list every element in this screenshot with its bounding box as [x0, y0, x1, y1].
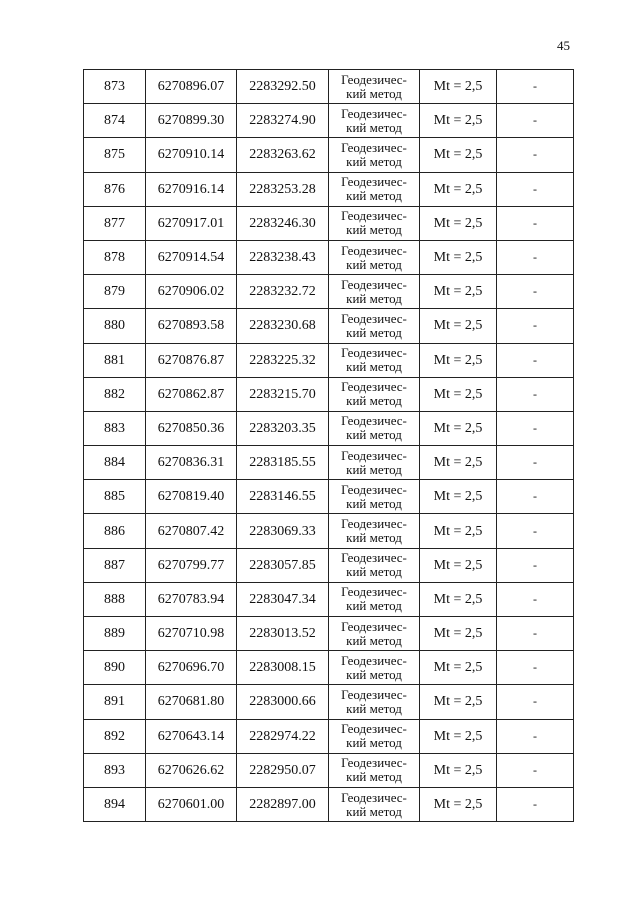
method-cell: [329, 138, 420, 172]
table-row: [84, 651, 574, 685]
method-line-2: кий метод: [346, 530, 402, 546]
point-number-cell: 890: [84, 651, 146, 685]
y-coordinate-cell: 2283215.70: [237, 377, 329, 411]
table-row: [84, 582, 574, 616]
table-row: [84, 70, 574, 104]
table-row: [84, 411, 574, 445]
extra-cell: -: [497, 275, 574, 309]
method-line-2: кий метод: [346, 222, 402, 238]
x-coordinate-cell: 6270807.42: [146, 514, 237, 548]
method-line-1: Геодезичес-: [341, 71, 407, 87]
method-line-2: кий метод: [346, 188, 402, 204]
coordinates-table-body: [84, 70, 574, 822]
y-coordinate-cell: 2283263.62: [237, 138, 329, 172]
point-number-cell: 886: [84, 514, 146, 548]
accuracy-cell: Mt = 2,5: [420, 275, 497, 309]
method-cell: [329, 514, 420, 548]
accuracy-cell: Mt = 2,5: [420, 343, 497, 377]
y-coordinate-cell: 2283057.85: [237, 548, 329, 582]
method-cell: [329, 377, 420, 411]
extra-cell: -: [497, 343, 574, 377]
method-cell: [329, 617, 420, 651]
method-line-2: кий метод: [346, 119, 402, 135]
method-line-2: кий метод: [346, 393, 402, 409]
page-number: 45: [557, 38, 570, 53]
extra-cell: -: [497, 548, 574, 582]
x-coordinate-cell: 6270681.80: [146, 685, 237, 719]
extra-cell: -: [497, 70, 574, 104]
method-cell: [329, 172, 420, 206]
accuracy-cell: Mt = 2,5: [420, 172, 497, 206]
method-cell: [329, 480, 420, 514]
method-line-2: кий метод: [346, 359, 402, 375]
method-cell: [329, 309, 420, 343]
point-number-cell: 889: [84, 617, 146, 651]
method-line-1: Геодезичес-: [341, 105, 407, 121]
method-line-2: кий метод: [346, 290, 402, 306]
method-line-1: Геодезичес-: [341, 721, 407, 737]
extra-cell: -: [497, 240, 574, 274]
accuracy-cell: Mt = 2,5: [420, 70, 497, 104]
table-row: [84, 548, 574, 582]
point-number-cell: 887: [84, 548, 146, 582]
y-coordinate-cell: 2283232.72: [237, 275, 329, 309]
method-line-2: кий метод: [346, 666, 402, 682]
method-line-1: Геодезичес-: [341, 584, 407, 600]
method-line-1: Геодезичес-: [341, 652, 407, 668]
method-line-1: Геодезичес-: [341, 379, 407, 395]
method-line-1: Геодезичес-: [341, 276, 407, 292]
table-row: [84, 787, 574, 821]
method-line-2: кий метод: [346, 461, 402, 477]
method-line-1: Геодезичес-: [341, 447, 407, 463]
table-row: [84, 309, 574, 343]
extra-cell: -: [497, 104, 574, 138]
method-line-1: Геодезичес-: [341, 345, 407, 361]
coordinates-table: [83, 69, 574, 822]
method-cell: [329, 719, 420, 753]
point-number-cell: 892: [84, 719, 146, 753]
point-number-cell: 881: [84, 343, 146, 377]
method-line-1: Геодезичес-: [341, 481, 407, 497]
extra-cell: -: [497, 514, 574, 548]
table-row: [84, 240, 574, 274]
extra-cell: -: [497, 753, 574, 787]
method-line-2: кий метод: [346, 153, 402, 169]
method-cell: [329, 240, 420, 274]
point-number-cell: 876: [84, 172, 146, 206]
point-number-cell: 874: [84, 104, 146, 138]
extra-cell: -: [497, 206, 574, 240]
y-coordinate-cell: 2283230.68: [237, 309, 329, 343]
point-number-cell: 884: [84, 446, 146, 480]
extra-cell: -: [497, 309, 574, 343]
accuracy-cell: Mt = 2,5: [420, 138, 497, 172]
method-line-1: Геодезичес-: [341, 550, 407, 566]
y-coordinate-cell: 2282897.00: [237, 787, 329, 821]
table-row: [84, 172, 574, 206]
accuracy-cell: Mt = 2,5: [420, 309, 497, 343]
y-coordinate-cell: 2283008.15: [237, 651, 329, 685]
method-line-2: кий метод: [346, 427, 402, 443]
x-coordinate-cell: 6270906.02: [146, 275, 237, 309]
table-row: [84, 104, 574, 138]
table-row: [84, 514, 574, 548]
table-row: [84, 275, 574, 309]
x-coordinate-cell: 6270876.87: [146, 343, 237, 377]
method-line-1: Геодезичес-: [341, 139, 407, 155]
table-row: [84, 480, 574, 514]
method-cell: [329, 275, 420, 309]
accuracy-cell: Mt = 2,5: [420, 514, 497, 548]
method-line-2: кий метод: [346, 735, 402, 751]
accuracy-cell: Mt = 2,5: [420, 377, 497, 411]
point-number-cell: 891: [84, 685, 146, 719]
accuracy-cell: Mt = 2,5: [420, 787, 497, 821]
x-coordinate-cell: 6270899.30: [146, 104, 237, 138]
table-row: [84, 446, 574, 480]
extra-cell: -: [497, 411, 574, 445]
table-row: [84, 343, 574, 377]
y-coordinate-cell: 2283000.66: [237, 685, 329, 719]
method-line-2: кий метод: [346, 495, 402, 511]
method-line-2: кий метод: [346, 803, 402, 819]
x-coordinate-cell: 6270783.94: [146, 582, 237, 616]
method-cell: [329, 753, 420, 787]
method-line-1: Геодезичес-: [341, 789, 407, 805]
method-line-1: Геодезичес-: [341, 174, 407, 190]
method-line-1: Геодезичес-: [341, 755, 407, 771]
table-row: [84, 753, 574, 787]
method-cell: [329, 343, 420, 377]
accuracy-cell: Mt = 2,5: [420, 206, 497, 240]
accuracy-cell: Mt = 2,5: [420, 617, 497, 651]
accuracy-cell: Mt = 2,5: [420, 104, 497, 138]
extra-cell: -: [497, 138, 574, 172]
accuracy-cell: Mt = 2,5: [420, 651, 497, 685]
table-row: [84, 719, 574, 753]
method-cell: [329, 206, 420, 240]
y-coordinate-cell: 2283292.50: [237, 70, 329, 104]
extra-cell: -: [497, 172, 574, 206]
method-cell: [329, 651, 420, 685]
x-coordinate-cell: 6270696.70: [146, 651, 237, 685]
method-line-1: Геодезичес-: [341, 242, 407, 258]
accuracy-cell: Mt = 2,5: [420, 480, 497, 514]
method-cell: [329, 446, 420, 480]
x-coordinate-cell: 6270910.14: [146, 138, 237, 172]
y-coordinate-cell: 2283225.32: [237, 343, 329, 377]
point-number-cell: 877: [84, 206, 146, 240]
method-cell: [329, 411, 420, 445]
accuracy-cell: Mt = 2,5: [420, 411, 497, 445]
accuracy-cell: Mt = 2,5: [420, 719, 497, 753]
extra-cell: -: [497, 617, 574, 651]
point-number-cell: 888: [84, 582, 146, 616]
table-row: [84, 206, 574, 240]
method-line-1: Геодезичес-: [341, 208, 407, 224]
accuracy-cell: Mt = 2,5: [420, 240, 497, 274]
extra-cell: -: [497, 719, 574, 753]
method-line-2: кий метод: [346, 85, 402, 101]
x-coordinate-cell: 6270914.54: [146, 240, 237, 274]
x-coordinate-cell: 6270916.14: [146, 172, 237, 206]
point-number-cell: 879: [84, 275, 146, 309]
extra-cell: -: [497, 377, 574, 411]
method-cell: [329, 787, 420, 821]
table-row: [84, 617, 574, 651]
method-line-1: Геодезичес-: [341, 516, 407, 532]
accuracy-cell: Mt = 2,5: [420, 582, 497, 616]
method-cell: [329, 685, 420, 719]
point-number-cell: 882: [84, 377, 146, 411]
extra-cell: -: [497, 582, 574, 616]
x-coordinate-cell: 6270626.62: [146, 753, 237, 787]
accuracy-cell: Mt = 2,5: [420, 548, 497, 582]
y-coordinate-cell: 2283253.28: [237, 172, 329, 206]
accuracy-cell: Mt = 2,5: [420, 753, 497, 787]
method-line-2: кий метод: [346, 700, 402, 716]
y-coordinate-cell: 2283047.34: [237, 582, 329, 616]
method-line-1: Геодезичес-: [341, 413, 407, 429]
method-line-2: кий метод: [346, 256, 402, 272]
y-coordinate-cell: 2283146.55: [237, 480, 329, 514]
x-coordinate-cell: 6270896.07: [146, 70, 237, 104]
y-coordinate-cell: 2283246.30: [237, 206, 329, 240]
table-row: [84, 138, 574, 172]
x-coordinate-cell: 6270850.36: [146, 411, 237, 445]
x-coordinate-cell: 6270601.00: [146, 787, 237, 821]
x-coordinate-cell: 6270917.01: [146, 206, 237, 240]
x-coordinate-cell: 6270836.31: [146, 446, 237, 480]
table-row: [84, 377, 574, 411]
x-coordinate-cell: 6270819.40: [146, 480, 237, 514]
x-coordinate-cell: 6270643.14: [146, 719, 237, 753]
table-row: [84, 685, 574, 719]
point-number-cell: 893: [84, 753, 146, 787]
point-number-cell: 880: [84, 309, 146, 343]
point-number-cell: 875: [84, 138, 146, 172]
x-coordinate-cell: 6270710.98: [146, 617, 237, 651]
x-coordinate-cell: 6270799.77: [146, 548, 237, 582]
point-number-cell: 883: [84, 411, 146, 445]
method-line-2: кий метод: [346, 598, 402, 614]
method-cell: [329, 548, 420, 582]
y-coordinate-cell: 2283185.55: [237, 446, 329, 480]
method-line-2: кий метод: [346, 324, 402, 340]
y-coordinate-cell: 2283013.52: [237, 617, 329, 651]
method-line-1: Геодезичес-: [341, 618, 407, 634]
y-coordinate-cell: 2283203.35: [237, 411, 329, 445]
accuracy-cell: Mt = 2,5: [420, 685, 497, 719]
point-number-cell: 885: [84, 480, 146, 514]
method-cell: [329, 70, 420, 104]
method-line-2: кий метод: [346, 769, 402, 785]
method-cell: [329, 582, 420, 616]
point-number-cell: 873: [84, 70, 146, 104]
method-cell: [329, 104, 420, 138]
point-number-cell: 894: [84, 787, 146, 821]
y-coordinate-cell: 2283274.90: [237, 104, 329, 138]
point-number-cell: 878: [84, 240, 146, 274]
extra-cell: -: [497, 651, 574, 685]
y-coordinate-cell: 2283069.33: [237, 514, 329, 548]
method-line-1: Геодезичес-: [341, 310, 407, 326]
extra-cell: -: [497, 787, 574, 821]
extra-cell: -: [497, 480, 574, 514]
y-coordinate-cell: 2282974.22: [237, 719, 329, 753]
method-line-1: Геодезичес-: [341, 686, 407, 702]
extra-cell: -: [497, 685, 574, 719]
x-coordinate-cell: 6270862.87: [146, 377, 237, 411]
method-line-2: кий метод: [346, 632, 402, 648]
extra-cell: -: [497, 446, 574, 480]
method-line-2: кий метод: [346, 564, 402, 580]
x-coordinate-cell: 6270893.58: [146, 309, 237, 343]
accuracy-cell: Mt = 2,5: [420, 446, 497, 480]
y-coordinate-cell: 2283238.43: [237, 240, 329, 274]
y-coordinate-cell: 2282950.07: [237, 753, 329, 787]
